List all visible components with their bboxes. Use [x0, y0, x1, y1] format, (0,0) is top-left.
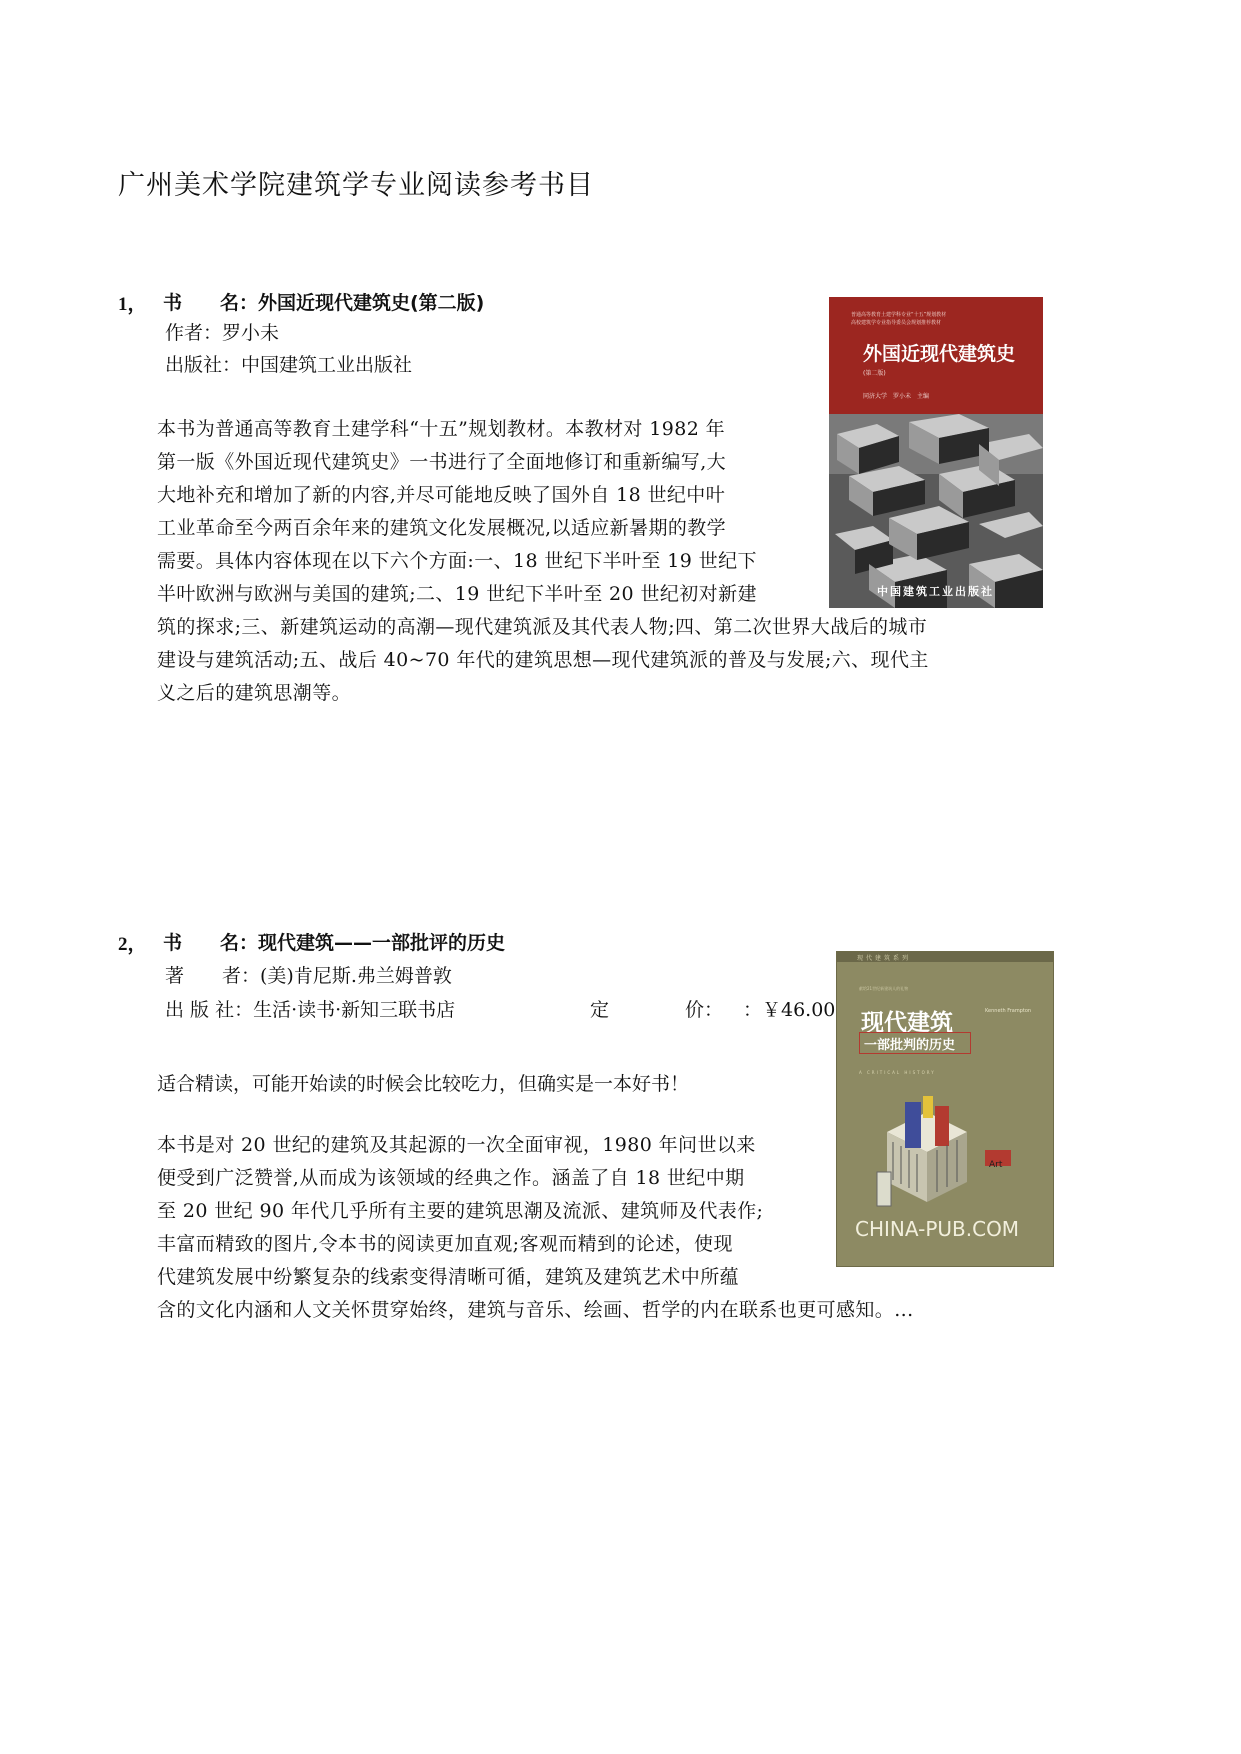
description-line: 至 20 世纪 90 年代几乎所有主要的建筑思潮及流派、建筑师及代表作; — [157, 1200, 764, 1222]
description-line: 便受到广泛赞誉,从而成为该领域的经典之作。涵盖了自 18 世纪中期 — [157, 1167, 745, 1189]
book-price: ：￥46.00 — [743, 999, 835, 1021]
book-number: 2， — [118, 934, 147, 955]
cover-subtitle-en: A CRITICAL HISTORY — [859, 1070, 936, 1075]
description-line: 本书是对 20 世纪的建筑及其起源的一次全面审视，1980 年问世以来 — [157, 1134, 756, 1156]
book-description — [157, 413, 929, 710]
description-line: 义之后的建筑思潮等。 — [157, 682, 352, 704]
watermark-text: CHINA-PUB.COM — [855, 1217, 1020, 1241]
description-line: 建设与建筑活动;五、战后 40~70 年代的建筑思想—现代建筑派的普及与发展;六、现代主 — [157, 649, 929, 671]
description-line: 代建筑发展中纷繁复杂的线索变得清晰可循，建筑及建筑艺术中所蕴 — [157, 1266, 740, 1288]
city-model-photo — [829, 414, 1043, 608]
building-illustration — [867, 1072, 997, 1212]
cover-title-band — [829, 297, 1043, 414]
description-line: 筑的探求;三、新建筑运动的高潮—现代建筑派及其代表人物;四、第二次世界大战后的城市 — [157, 616, 928, 638]
cover-author: Kenneth Frampton — [985, 1008, 1032, 1014]
cover-authors: 同济大学 罗小未 主编 — [863, 393, 930, 400]
description-line: 工业革命至今两百余年来的建筑文化发展概况,以适应新暑期的教学 — [157, 517, 727, 539]
book-publisher: 出 版 社：生活·读书·新知三联书店 — [165, 999, 456, 1021]
description-line: 本书为普通高等教育土建学科“十五”规划教材。本教材对 1982 年 — [157, 418, 726, 440]
reading-note: 适合精读，可能开始读的时候会比较吃力，但确实是一本好书！ — [157, 1073, 690, 1095]
book-cover-image — [836, 951, 1054, 1267]
description-line: 半叶欧洲与欧洲与美国的建筑;二、19 世纪下半叶至 20 世纪初对新建 — [157, 583, 757, 605]
book-title: 书 名：外国近现代建筑史(第二版) — [163, 292, 485, 314]
cover-tagline: 献给21世纪新建筑人的礼物 — [859, 986, 909, 991]
cover-title: 现代建筑 — [861, 1010, 953, 1036]
book-author: 著 者：(美)肯尼斯.弗兰姆普敦 — [165, 965, 452, 987]
cover-publisher: 中国建筑工业出版社 — [877, 585, 994, 598]
book-title: 书 名：现代建筑——一部批评的历史 — [163, 932, 506, 954]
page-title: 广州美术学院建筑学专业阅读参考书目 — [118, 170, 594, 201]
book-price-label: 定 价： — [590, 999, 724, 1021]
cover-series-line: 普通高等教育土建学科专业“十五”规划教材 — [851, 312, 947, 318]
description-line: 大地补充和增加了新的内容,并尽可能地反映了国外自 18 世纪中叶 — [157, 484, 726, 506]
description-line: 需要。具体内容体现在以下六个方面:一、18 世纪下半叶至 19 世纪下 — [157, 550, 757, 572]
description-line: 第一版《外国近现代建筑史》一书进行了全面地修订和重新编写,大 — [157, 451, 727, 473]
cover-subtitle: 一部批判的历史 — [864, 1038, 956, 1053]
book-author: 作者：罗小未 — [165, 322, 280, 344]
cover-series: 现代建筑系列 — [857, 955, 912, 962]
cover-badge-text: Art — [989, 1160, 1003, 1170]
description-line: 含的文化内涵和人文关怀贯穿始终，建筑与音乐、绘画、哲学的内在联系也更可感知。... — [157, 1299, 914, 1321]
cover-edition: (第二版) — [863, 370, 886, 377]
book-publisher: 出版社：中国建筑工业出版社 — [165, 354, 413, 376]
cover-series-line: 高校建筑学专业指导委员会规划推荐教材 — [851, 320, 942, 326]
cover-title: 外国近现代建筑史 — [863, 343, 1016, 365]
description-line: 丰富而精致的图片,令本书的阅读更加直观;客观而精到的论述，使现 — [157, 1233, 733, 1255]
book-description — [157, 1129, 914, 1327]
book-cover-image — [829, 297, 1043, 608]
book-number: 1， — [118, 294, 147, 315]
